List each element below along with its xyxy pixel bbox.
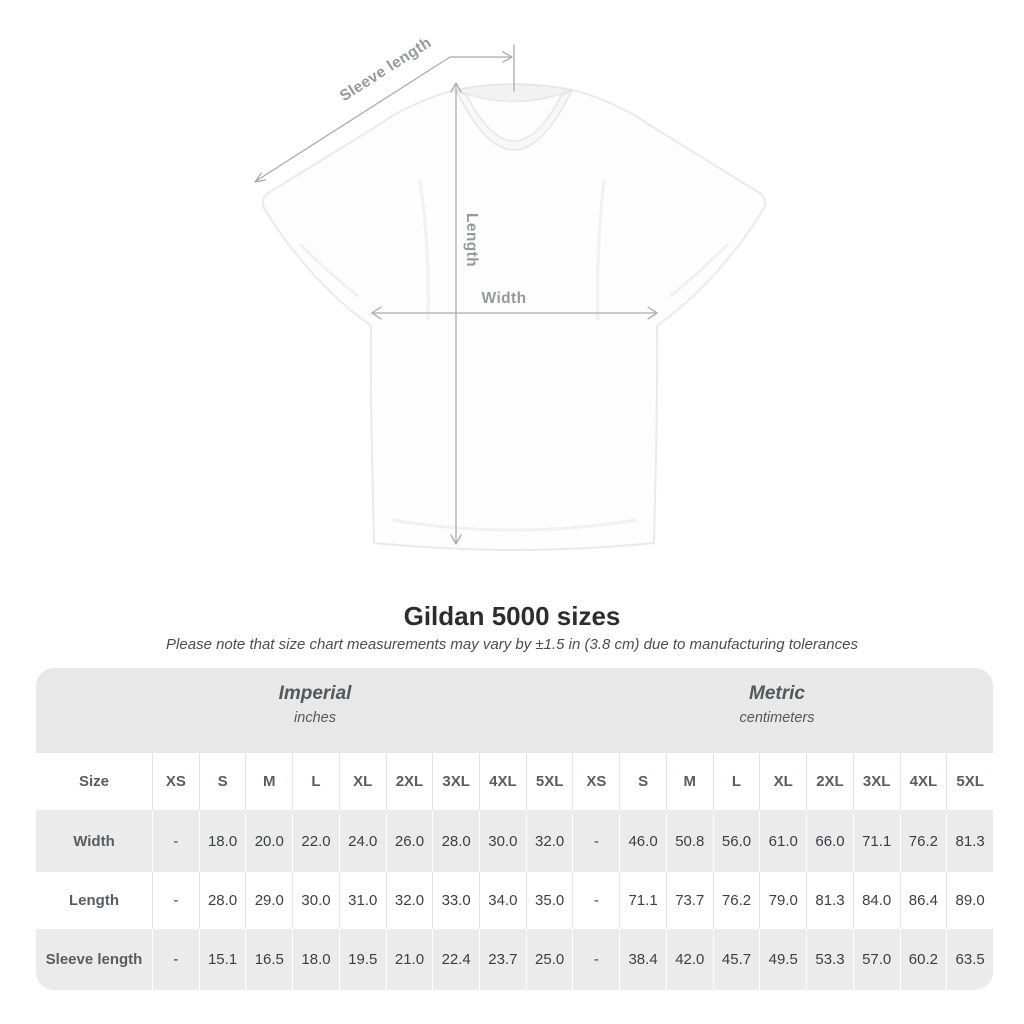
table-row-width (36, 810, 993, 872)
size-col-header: 2XL (806, 753, 853, 810)
cell: 18.0 (199, 810, 246, 872)
row-label: Sleeve length (45, 951, 143, 968)
size-col-header: 3XL (432, 753, 479, 810)
cell: 19.5 (339, 929, 386, 990)
cell: 53.3 (806, 929, 853, 990)
cell: 46.0 (619, 810, 666, 872)
cell: 28.0 (432, 810, 479, 872)
size-col-header: M (245, 753, 292, 810)
sleeve-length-label: Sleeve length (336, 34, 435, 105)
page-subtitle: Please note that size chart measurements may vary by ±1.5 in (3.8 cm) due to manufacturing tolerances (166, 636, 858, 653)
size-col-header: S (199, 753, 246, 810)
cell: 30.0 (479, 810, 526, 872)
table-row-sleeve-length (36, 929, 993, 990)
cell: 84.0 (853, 872, 900, 929)
length-label: Length (463, 212, 480, 268)
size-col-header: XS (152, 753, 199, 810)
cell: - (572, 872, 619, 929)
cell: 60.2 (900, 929, 947, 990)
cell: 38.4 (619, 929, 666, 990)
unit-band (36, 668, 993, 753)
cell: 33.0 (432, 872, 479, 929)
table-row-length (36, 872, 993, 929)
size-col-header: XS (572, 753, 619, 810)
imperial-unit-header (279, 683, 352, 726)
size-col-header: M (666, 753, 713, 810)
cell: 25.0 (526, 929, 573, 990)
cell: 56.0 (713, 810, 760, 872)
cell: 32.0 (386, 872, 433, 929)
cell: - (152, 810, 199, 872)
metric-unit-header (740, 683, 815, 726)
cell: 29.0 (245, 872, 292, 929)
cell: 45.7 (713, 929, 760, 990)
cell: 32.0 (526, 810, 573, 872)
size-col-header: L (713, 753, 760, 810)
cell: 24.0 (339, 810, 386, 872)
cell: 22.0 (292, 810, 339, 872)
cell: 26.0 (386, 810, 433, 872)
size-col-header: S (619, 753, 666, 810)
metric-sub-label: centimeters (739, 710, 815, 726)
row-label: Width (73, 832, 115, 850)
cell: 34.0 (479, 872, 526, 929)
size-col-header: XL (759, 753, 806, 810)
size-col-header: 3XL (853, 753, 900, 810)
cell: 49.5 (759, 929, 806, 990)
cell: - (152, 929, 199, 990)
cell: 79.0 (759, 872, 806, 929)
cell: 18.0 (292, 929, 339, 990)
size-col-header: 2XL (386, 753, 433, 810)
cell: 86.4 (900, 872, 947, 929)
row-label: Length (69, 892, 119, 909)
cell: 21.0 (386, 929, 433, 990)
cell: 76.2 (713, 872, 760, 929)
cell: 15.1 (199, 929, 246, 990)
cell: 50.8 (666, 810, 713, 872)
cell: 42.0 (666, 929, 713, 990)
cell: 73.7 (666, 872, 713, 929)
cell: 16.5 (245, 929, 292, 990)
cell: 35.0 (526, 872, 573, 929)
cell: 22.4 (432, 929, 479, 990)
imperial-label: Imperial (278, 683, 352, 704)
shirt-body (263, 84, 765, 550)
size-header: Size (78, 773, 109, 790)
cell: - (572, 810, 619, 872)
cell: 23.7 (479, 929, 526, 990)
width-label: Width (481, 290, 527, 307)
size-col-header: L (292, 753, 339, 810)
cell: - (152, 872, 199, 929)
cell: 71.1 (619, 872, 666, 929)
cell: - (572, 929, 619, 990)
size-header-row (36, 753, 993, 810)
cell: 89.0 (946, 872, 993, 929)
size-table (36, 668, 993, 990)
size-col-header: 4XL (900, 753, 947, 810)
cell: 28.0 (199, 872, 246, 929)
cell: 81.3 (946, 810, 993, 872)
cell: 71.1 (853, 810, 900, 872)
size-col-header: 5XL (526, 753, 573, 810)
cell: 66.0 (806, 810, 853, 872)
page-title: Gildan 5000 sizes (403, 601, 621, 631)
cell: 76.2 (900, 810, 947, 872)
cell: 61.0 (759, 810, 806, 872)
cell: 30.0 (292, 872, 339, 929)
metric-label: Metric (749, 683, 805, 704)
size-col-header: XL (339, 753, 386, 810)
imperial-sub-label: inches (294, 710, 336, 726)
size-col-header: 5XL (946, 753, 993, 810)
size-col-header: 4XL (479, 753, 526, 810)
cell: 63.5 (946, 929, 993, 990)
cell: 31.0 (339, 872, 386, 929)
cell: 57.0 (853, 929, 900, 990)
cell: 20.0 (245, 810, 292, 872)
cell: 81.3 (806, 872, 853, 929)
